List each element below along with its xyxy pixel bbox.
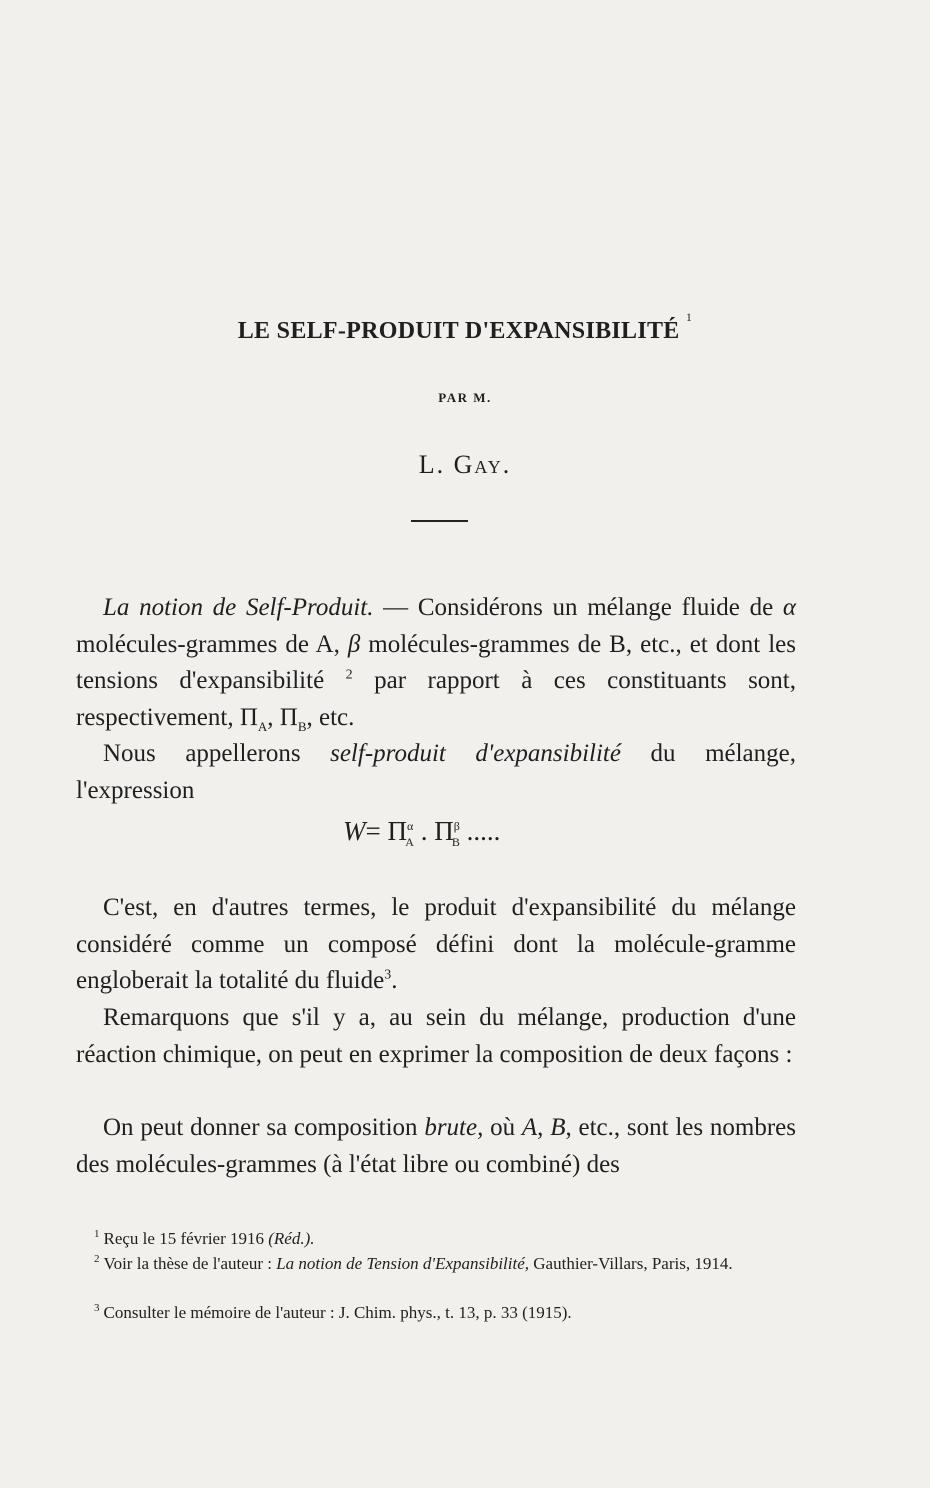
equation-pi-b: . Π bbox=[413, 816, 454, 846]
title-footnote-ref: 1 bbox=[685, 310, 693, 324]
p1-sub-b: B bbox=[297, 718, 307, 734]
equation-ellipsis: ..... bbox=[459, 816, 501, 846]
footnote-2-text-1: Voir la thèse de l'auteur : bbox=[103, 1254, 277, 1273]
p2-text-1: Nous appellerons bbox=[103, 740, 331, 767]
p2-emphasis: self-produit d'expansibilité bbox=[330, 740, 621, 767]
p1-sub-a: A bbox=[257, 718, 268, 734]
equation bbox=[343, 816, 500, 850]
p5-var-b: B bbox=[550, 1114, 566, 1141]
footnote-3 bbox=[76, 1300, 796, 1325]
p5-text-3: , bbox=[537, 1114, 551, 1141]
footnote-2-number: 2 bbox=[94, 1253, 100, 1266]
equation-exp-beta: β bbox=[453, 819, 460, 833]
author-initial: L. bbox=[418, 450, 446, 479]
footnote-1 bbox=[76, 1226, 796, 1251]
p5-text-1: On peut donner sa composition bbox=[103, 1114, 425, 1141]
p1-text-3: molécules-grammes de B, etc., et dont les tensions d'expansibilité bbox=[76, 630, 796, 694]
p1-text-5: , Π bbox=[267, 703, 298, 731]
footnote-1-emphasis: (Réd.). bbox=[268, 1229, 315, 1248]
p5-text-2: où bbox=[483, 1114, 522, 1141]
footnote-2 bbox=[76, 1251, 796, 1276]
p1-alpha: α bbox=[782, 594, 797, 621]
paragraph-4: Remarquons que s'il y a, au sein du mélange, production d'une réaction chimique, on peut en exprimer la composition de deux façons : bbox=[76, 1004, 796, 1068]
p1-text-6: , etc. bbox=[306, 703, 355, 731]
title-divider bbox=[411, 520, 468, 522]
footnote-ref-3: 3 bbox=[384, 967, 392, 983]
p5-emphasis: brute, bbox=[424, 1114, 484, 1141]
author-surname: Gay. bbox=[453, 450, 512, 479]
paragraph-1 bbox=[76, 590, 796, 745]
p1-text-1: — Considérons un mélange fluide de bbox=[373, 594, 783, 621]
title-text: LE SELF-PRODUIT D'EXPANSIBILITÉ bbox=[237, 318, 680, 344]
p5-var-a: A bbox=[521, 1114, 538, 1141]
byline-par: PAR M. bbox=[438, 390, 492, 405]
p3-text-1: C'est, en d'autres termes, le produit d'expansibilité du mélange considéré comme un composé défini dont la molécule-gramme engloberait la totalité du fluide bbox=[76, 894, 796, 994]
section-heading: La notion de Self-Produit. bbox=[103, 594, 374, 621]
author-name bbox=[0, 450, 930, 480]
footnote-1-number: 1 bbox=[94, 1228, 100, 1241]
equation-exp-alpha: α bbox=[406, 819, 414, 833]
article-title bbox=[0, 310, 930, 345]
footnote-ref-2: 2 bbox=[345, 667, 353, 683]
equation-lhs: W bbox=[343, 816, 366, 846]
equation-sub-b: B bbox=[451, 835, 460, 850]
footnote-2-text-2: Gauthier-Villars, Paris, 1914. bbox=[529, 1254, 733, 1273]
p3-text-2: . bbox=[391, 967, 398, 994]
equation-pi-a: = Π bbox=[365, 816, 407, 846]
footnote-3-number: 3 bbox=[94, 1302, 100, 1315]
paragraph-2 bbox=[76, 736, 796, 809]
p1-beta: β bbox=[347, 630, 361, 658]
p1-text-4: par rapport à ces constituants sont, respectivement, Π bbox=[76, 667, 796, 731]
paragraph-5 bbox=[76, 1110, 796, 1183]
paragraph-3 bbox=[76, 890, 796, 1000]
p5-text-4: , etc., sont les nombres des molécules-grammes (à l'état libre ou combiné) des bbox=[76, 1114, 797, 1178]
footnote-3-text: Consulter le mémoire de l'auteur : J. Chim. phys., t. 13, p. 33 (1915). bbox=[103, 1303, 572, 1322]
footnote-2-emphasis: La notion de Tension d'Expansibilité, bbox=[276, 1254, 530, 1273]
equation-sub-a: A bbox=[405, 835, 414, 850]
p1-text-2: molécules-grammes de A, bbox=[76, 630, 348, 658]
footnote-1-text: Reçu le 15 février 1916 bbox=[103, 1229, 269, 1248]
p2-text-2: du mélange, l'expression bbox=[76, 740, 796, 804]
